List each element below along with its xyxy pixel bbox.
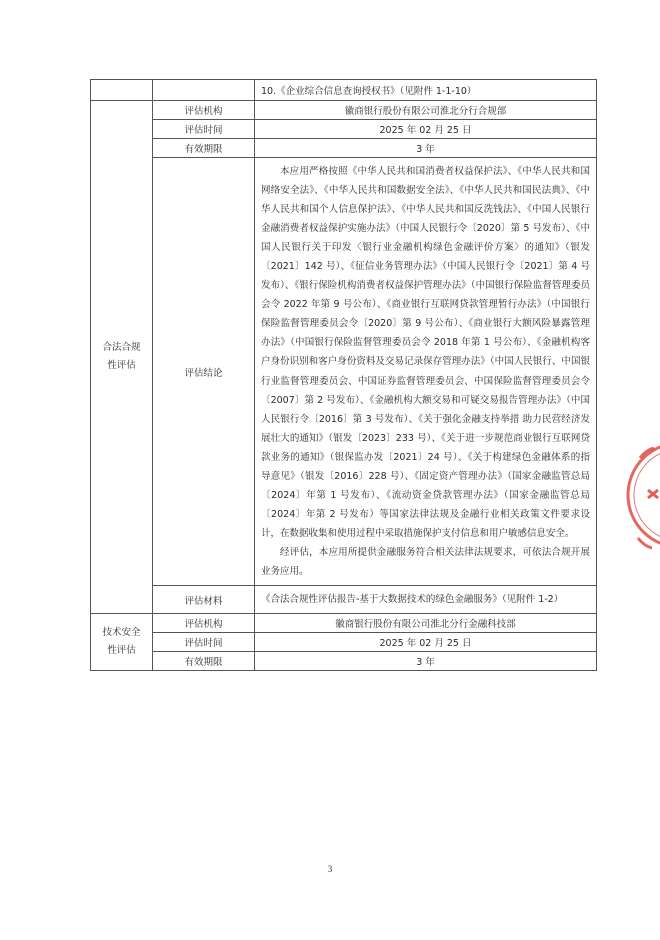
assessment-table — [90, 79, 597, 671]
attachment-item: 10.《企业综合信息查询授权书》（见附件 1-1-10） — [255, 80, 597, 101]
legal-section-cell — [91, 101, 153, 614]
legal-materials-value: 《合法合规性评估报告-基于大数据技术的绿色金融服务》（见附件 1-2） — [255, 586, 597, 614]
empty-cell — [153, 80, 255, 101]
tech-time-row — [91, 633, 597, 652]
page-number: 3 — [327, 864, 333, 874]
legal-time-value: 2025 年 02 月 25 日 — [255, 120, 597, 139]
empty-cell — [91, 80, 153, 101]
legal-validity-row — [91, 139, 597, 158]
legal-conclusion-text — [255, 158, 597, 586]
tech-validity-row — [91, 652, 597, 671]
tech-org-value: 徽商银行股份有限公司淮北分行金融科技部 — [255, 614, 597, 633]
legal-conclusion-row — [91, 158, 597, 586]
tech-org-row — [91, 614, 597, 633]
seal-stamp-icon — [618, 420, 660, 570]
legal-time-row — [91, 120, 597, 139]
legal-org-value: 徽商银行股份有限公司淮北分行合规部 — [255, 101, 597, 120]
tech-time-value: 2025 年 02 月 25 日 — [255, 633, 597, 652]
legal-section-label: 合法合规性评估 — [102, 342, 141, 372]
tech-section-cell — [91, 614, 153, 671]
conclusion-paragraph-1: 本应用严格按照《中华人民共和国消费者权益保护法》、《中华人民共和国网络安全法》、《中华人民共和国数据安全法》、《中华人民共和国民法典》、《中华人民共和国个人信息保护法》、《中华人民共和国反洗钱法》、《中国人民银行金融消费者权益保护实施办法》（中国人民银行令〔2020〕第 5 号发布）、《中国人民银行关于印发〈银行业金融机构绿色金融评价方案〉的通知》（银发〔2021〕142 号）、《征信业务管理办法》（中国人民银行令〔2021〕第 4 号发布）、《银行保险机构消费者权益保护管理办法》（中国银行保险监督管理委员会令 2022 年第 9 号公布）、《商业银行互联网贷款管理暂行办法》（中国银行保险监督管理委员会令〔2020〕第 9 号公布）、《商业银行大额风险暴露管理办法》（中国银行保险监督管理委员会令 2018 年第 1 号公布）、《金融机构客户身份识别和客户身份资料及交易记录保存管理办法》（中国人民银行、中国银行业监督管理委员会、中国证券监督管理委员会、中国保险监督管理委员会令〔2007〕第 2 号发布）、《金融机构大额交易和可疑交易报告管理办法》（中国人民银行令〔2016〕第 3 号发布）、《关于强化金融支持举措 助力民营经济发展壮大的通知》（银发〔2023〕233 号）、《关于进一步规范商业银行互联网贷款业务的通知》（银保监办发〔2021〕24 号）、《关于构建绿色金融体系的指导意见》（银发〔2016〕228 号）、《固定资产管理办法》（国家金融监管总局〔2024〕年第 1 号发布）、《流动资金贷款管理办法》（国家金融监管总局〔2024〕年第 2 号发布）等国家法律法规及金融行业相关政策文件要求设计，在数据收集和使用过程中采取措施保护支付信息和用户敏感信息安全。 — [261, 166, 590, 539]
legal-conclusion-label: 评估结论 — [153, 158, 255, 586]
legal-org-row — [91, 101, 597, 120]
tech-validity-value: 3 年 — [255, 652, 597, 671]
legal-validity-label: 有效期限 — [153, 139, 255, 158]
conclusion-paragraph-2: 经评估，本应用所提供金融服务符合相关法律法规要求，可依法合规开展业务应用。 — [261, 546, 590, 577]
legal-time-label: 评估时间 — [153, 120, 255, 139]
tech-section-label: 技术安全性评估 — [102, 627, 141, 657]
tech-org-label: 评估机构 — [153, 614, 255, 633]
tech-validity-label: 有效期限 — [153, 652, 255, 671]
legal-validity-value: 3 年 — [255, 139, 597, 158]
tech-time-label: 评估时间 — [153, 633, 255, 652]
legal-materials-label: 评估材料 — [153, 586, 255, 614]
legal-materials-row — [91, 586, 597, 614]
legal-org-label: 评估机构 — [153, 101, 255, 120]
attachment-row — [91, 80, 597, 101]
